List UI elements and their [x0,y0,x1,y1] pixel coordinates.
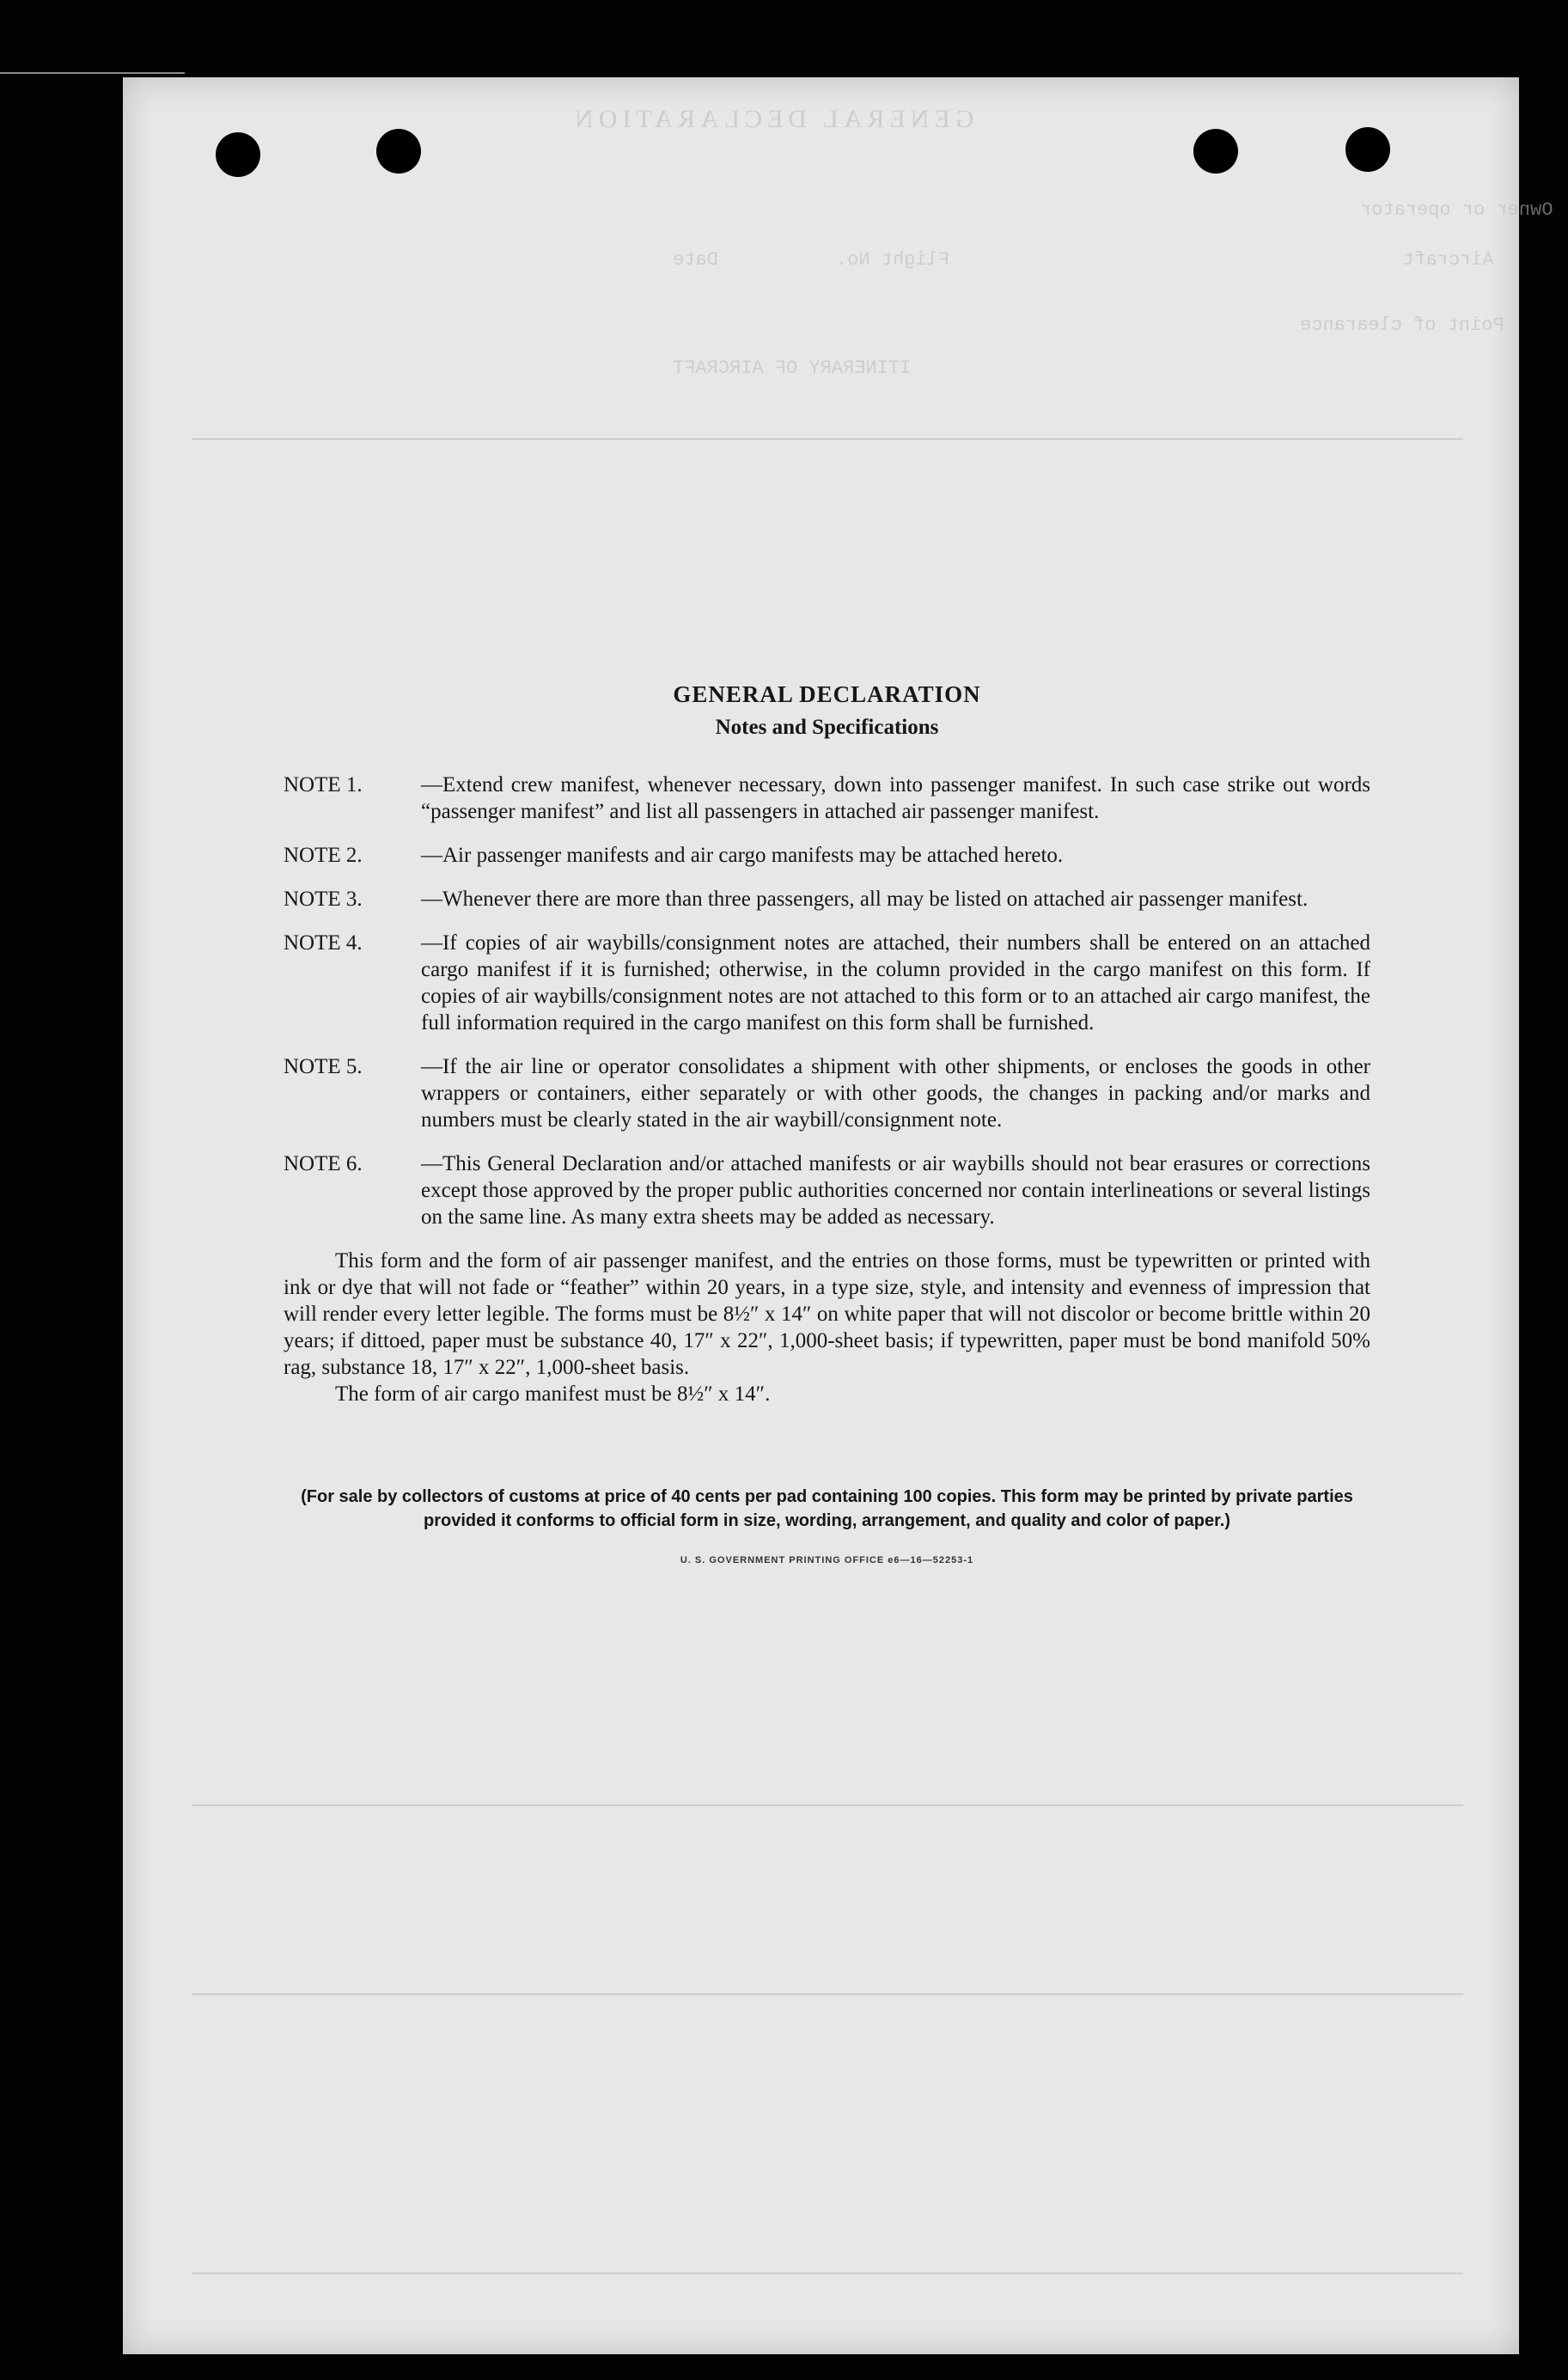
bleed-through-itinerary: ITINERARY OF AIRCRAFT [673,357,912,379]
bleed-through-rule-1 [192,438,1463,440]
note-label: NOTE 5. [284,1055,363,1078]
note-label: NOTE 1. [284,773,363,796]
note-text-body: If the air line or operator consolidates a shipment with other shipments, or encloses the goods in other wrappers or containers, either separately or with other goods, the changes in packing and/or marks and numbers must be clearly stated in the air waybill/consignment note. [421,1055,1370,1132]
specification-paragraph: This form and the form of air passenger manifest, and the entries on those forms, must be typewritten or printed with ink or dye that will not fade or “feather” within 20 years, in a type size, style, and intensity and evenness of impression that will render every letter legible. The forms must be 8½″ x 14″ on white paper that will not discolor or become brittle within 20 years; if dittoed, paper must be substance 40, 17″ x 22″, 1,000-sheet basis; if typewritten, paper must be bond manifold 50% rag, substance 18, 17″ x 22″, 1,000-sheet basis. [284,1249,1370,1379]
page-title: GENERAL DECLARATION [673,681,981,707]
note-4 [284,930,1370,1036]
note-label: NOTE 3. [284,888,363,911]
note-text: —This General Declaration and/or attached manifests or air waybills should not bear erasures or corrections except those approved by the proper public authorities concerned nor contain interlineations or several listings on the same line. As many extra sheets may be added as necessary. [421,1152,1370,1229]
note-5 [284,1053,1370,1133]
note-text-body: Air passenger manifests and air cargo manifests may be attached hereto. [442,844,1064,867]
note-text: —Extend crew manifest, whenever necessary, down into passenger manifest. In such case strike out words “passenger manifest” and list all passengers in attached air passenger manifest. [421,773,1370,823]
bleed-through-aircraft: Aircraft [1403,249,1494,271]
punch-hole-right-1 [1193,129,1238,174]
note-text-body: Whenever there are more than three passengers, all may be listed on attached air passenger manifest. [442,888,1309,911]
cargo-manifest-paragraph: The form of air cargo manifest must be 8½″ x 14″. [335,1382,771,1406]
note-text-body: This General Declaration and/or attached manifests or air waybills should not bear erasures or corrections except those approved by the proper public authorities concerned nor contain interlineations or several listings on the same line. As many extra sheets may be added as necessary. [421,1152,1370,1229]
scan-edge-mark [0,72,185,74]
page-subtitle: Notes and Specifications [715,716,939,739]
note-1 [284,772,1370,825]
note-text: —Air passenger manifests and air cargo manifests may be attached hereto. [421,844,1064,867]
printing-office-imprint: U. S. GOVERNMENT PRINTING OFFICE e6—16—52253-1 [680,1555,974,1565]
punch-hole-right-2 [1345,127,1390,172]
bleed-through-date: Date [673,249,718,271]
note-label: NOTE 6. [284,1152,363,1175]
bleed-through-point: Point of clearance [1300,314,1504,336]
note-2 [284,842,1370,869]
note-label: NOTE 4. [284,931,363,955]
note-6 [284,1150,1370,1230]
bleed-through-flight: Flight No. [836,249,950,271]
sale-note: (For sale by collectors of customs at price of 40 cents per pad containing 100 copies. This form may be printed by private parties provided it conforms to official form in size, wording, arrangement, and quality and color of paper.) [301,1487,1353,1530]
punch-hole-left-1 [216,132,260,177]
note-text: —If the air line or operator consolidates a shipment with other shipments, or encloses the goods in other wrappers or containers, either separately or with other goods, the changes in packing and/or marks and numbers must be clearly stated in the air waybill/consignment note. [421,1055,1370,1132]
bleed-through-rule-2 [192,1804,1463,1806]
note-text-body: If copies of air waybills/consignment notes are attached, their numbers shall be entered on an attached cargo manifest if it is furnished; otherwise, in the column provided in the cargo manifest on this form. If copies of air waybills/consignment notes are not attached to this form or to an attached air cargo manifest, the full information required in the cargo manifest on this form shall be furnished. [421,931,1370,1034]
note-text-body: Extend crew manifest, whenever necessary, down into passenger manifest. In such case strike out words “passenger manifest” and list all passengers in attached air passenger manifest. [421,773,1370,823]
bleed-through-rule-3 [192,1993,1463,1995]
note-label: NOTE 2. [284,844,363,867]
punch-hole-left-2 [376,129,421,174]
note-3 [284,886,1370,912]
note-text: —If copies of air waybills/consignment notes are attached, their numbers shall be entered on an attached cargo manifest if it is furnished; otherwise, in the column provided in the cargo manifest on this form. If copies of air waybills/consignment notes are not attached to this form or to an attached air cargo manifest, the full information required in the cargo manifest on this form shall be furnished. [421,931,1370,1034]
note-text: —Whenever there are more than three passengers, all may be listed on attached air passenger manifest. [421,888,1309,911]
bleed-through-owner: Owner or operator [1360,199,1553,221]
bleed-through-title: GENERAL DECLARATION [570,105,974,133]
bleed-through-rule-4 [192,2273,1463,2274]
notes-and-specifications [284,679,1370,1565]
